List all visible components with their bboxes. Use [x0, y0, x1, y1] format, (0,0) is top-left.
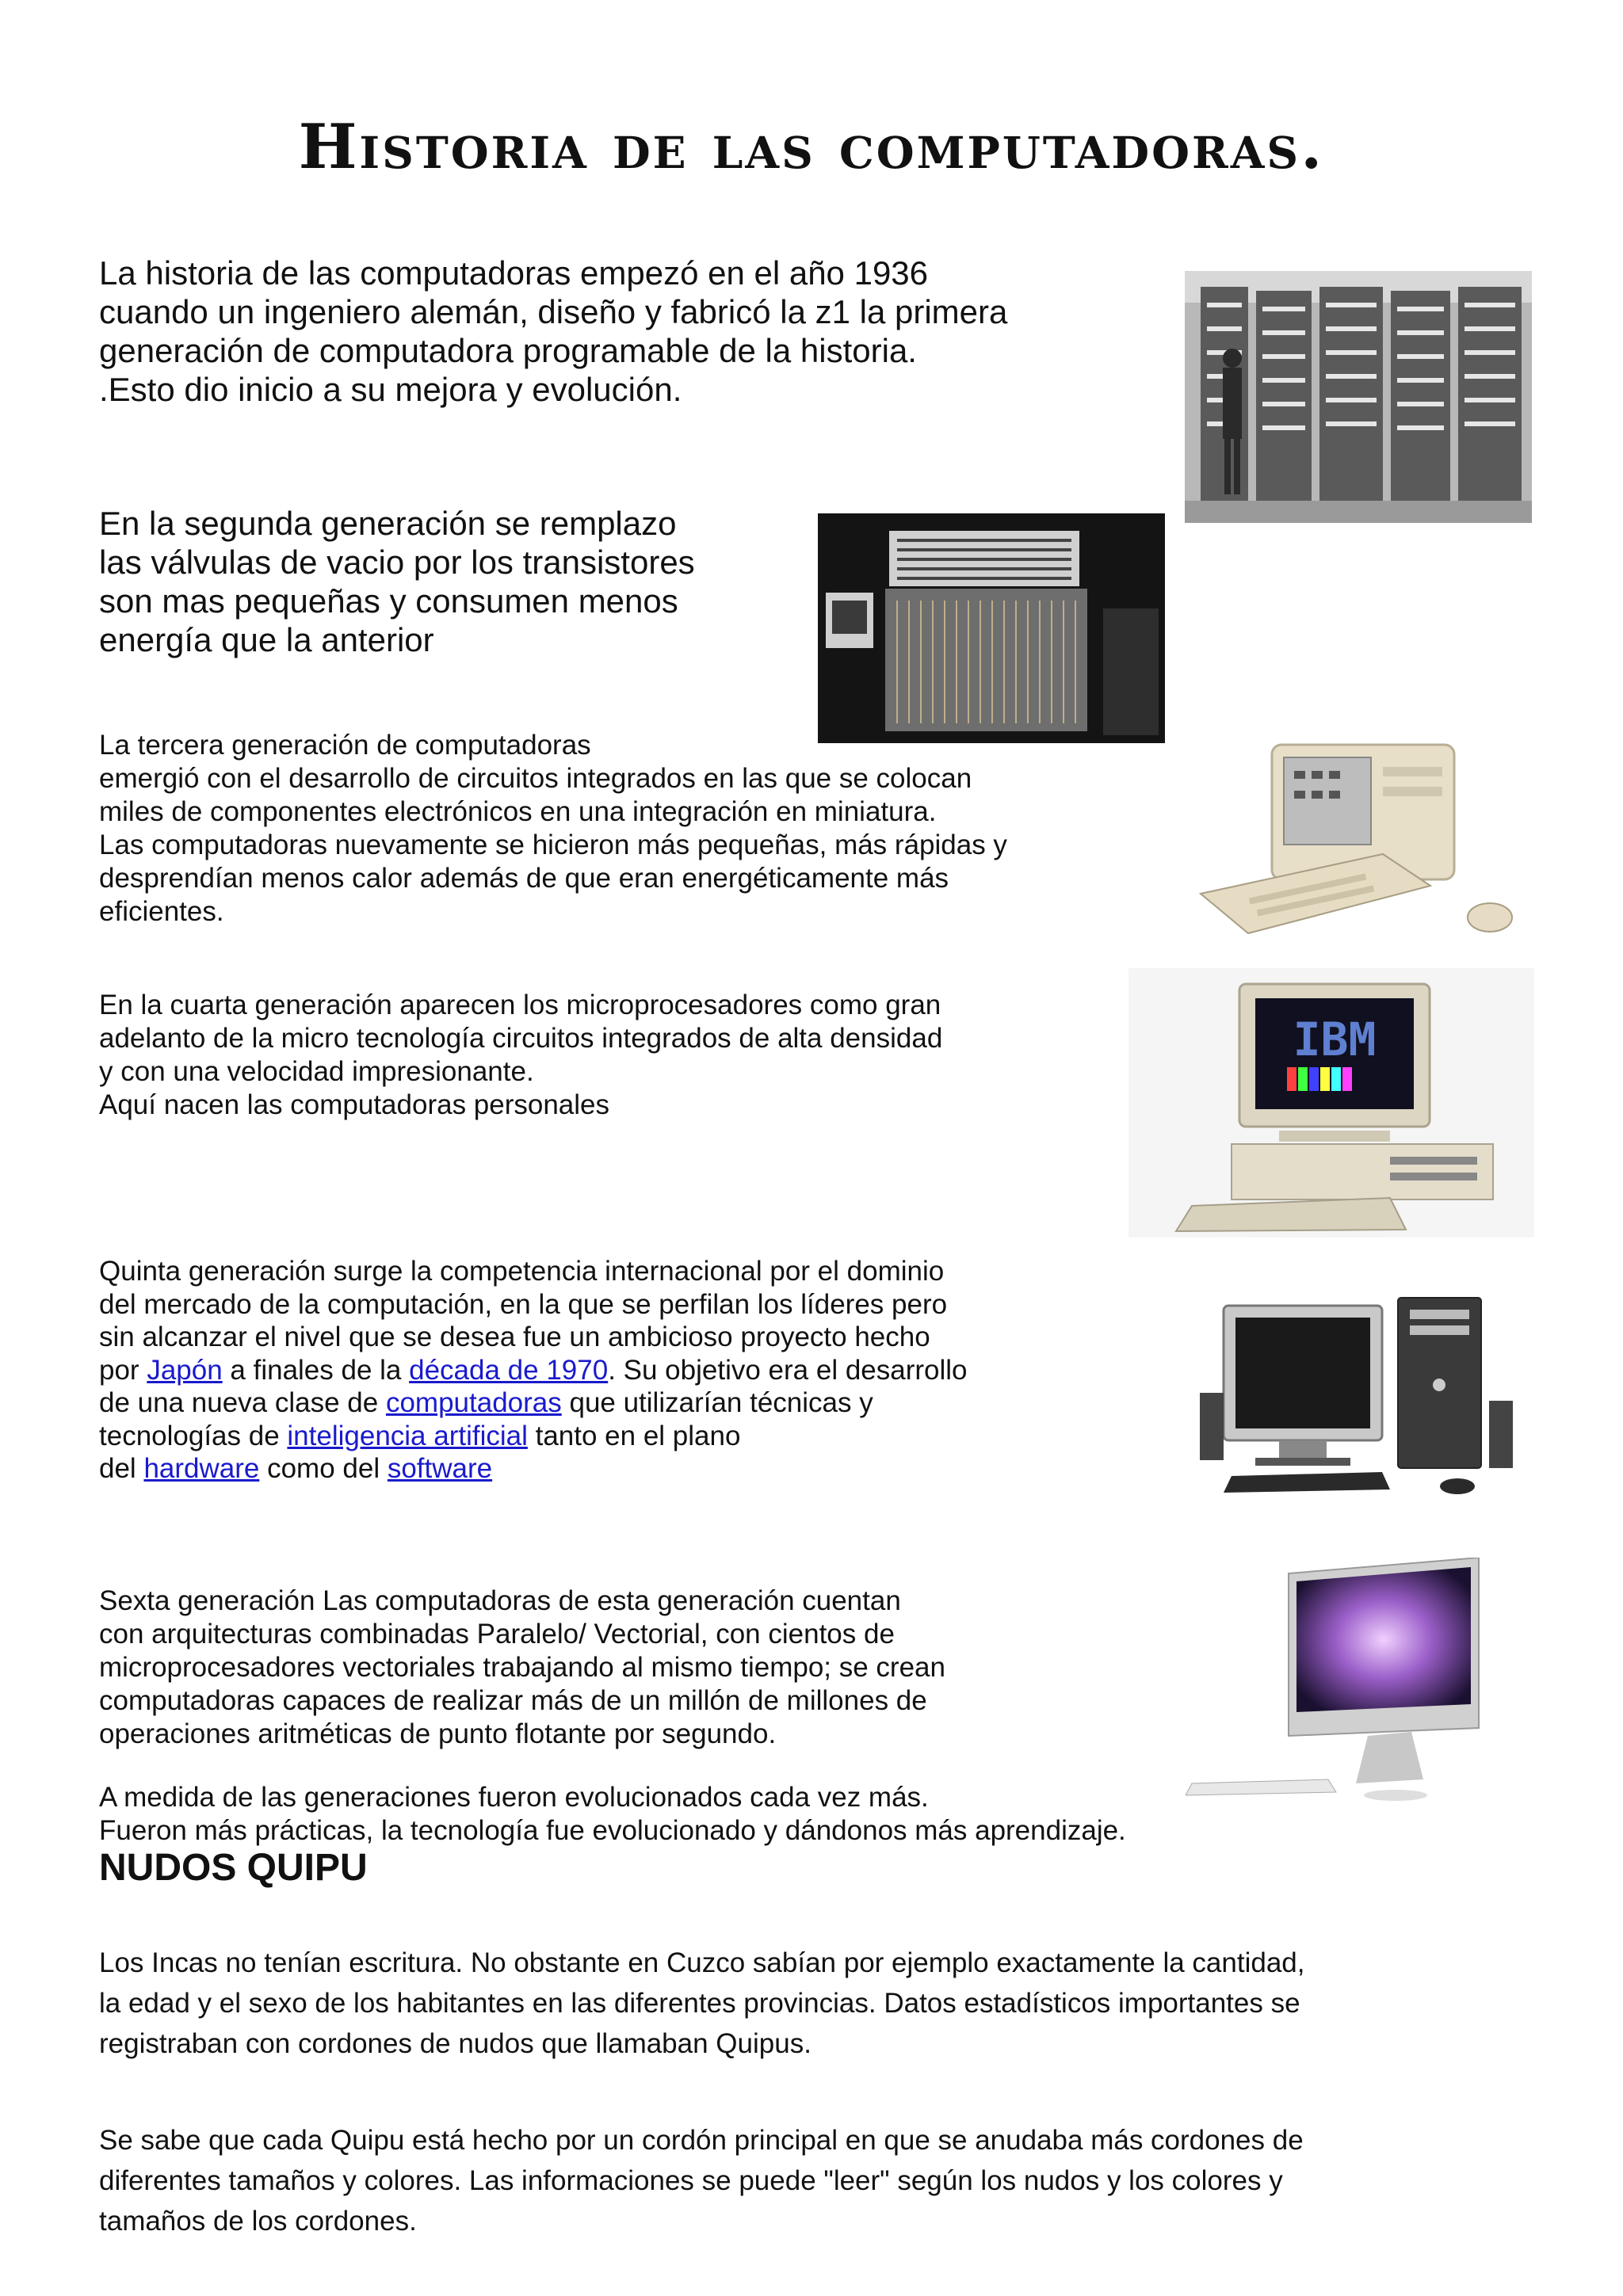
link-decada-1970[interactable]: década de 1970	[409, 1354, 609, 1386]
ibm-logo: IBM	[1293, 1013, 1377, 1066]
paragraph-fifth-generation	[99, 1255, 1161, 1486]
text-segment: . Su objetivo era el desarrollo	[608, 1354, 968, 1386]
paragraph-sixth-generation	[99, 1585, 1129, 1751]
text-segment: tecnologías de	[99, 1420, 288, 1451]
text-line: adelanto de la micro tecnología circuitos integrados de alta densidad	[99, 1023, 943, 1054]
text-line: eficientes.	[99, 896, 224, 927]
text-line: La tercera generación de computadoras	[99, 730, 591, 761]
text-line: Quinta generación surge la competencia internacional por el dominio	[99, 1256, 945, 1287]
text-line: emergió con el desarrollo de circuitos integrados en las que se colocan	[99, 763, 972, 794]
text-line: Fueron más prácticas, la tecnología fue evolucionado y dándonos más aprendizaje.	[99, 1815, 1126, 1846]
text-line: energía que la anterior	[99, 621, 434, 658]
page-title: Historia de las computadoras.	[298, 111, 1325, 183]
photo-second-generation-computer	[818, 513, 1165, 743]
text-line	[99, 1354, 1161, 1387]
text-line: computadoras capaces de realizar más de un millón de millones de	[99, 1685, 927, 1716]
text-line: microprocesadores vectoriales trabajando al mismo tiempo; se crean	[99, 1652, 945, 1683]
text-line: operaciones aritméticas de punto flotante por segundo.	[99, 1718, 777, 1749]
photo-third-generation-computer	[1185, 735, 1532, 959]
text-line: diferentes tamaños y colores. Las informaciones se puede "leer" según los nudos y los colores y	[99, 2165, 1283, 2196]
link-japon[interactable]: Japón	[147, 1354, 223, 1386]
text-segment: a finales de la	[222, 1354, 410, 1386]
text-line: miles de componentes electrónicos en una integración en miniatura.	[99, 796, 937, 827]
photo-fourth-generation-ibm-pc	[1128, 968, 1534, 1238]
text-line: Las computadoras nuevamente se hicieron más pequeñas, más rápidas y	[99, 830, 1007, 860]
text-line: la edad y el sexo de los habitantes en las diferentes provincias. Datos estadísticos importantes se	[99, 1988, 1300, 2019]
text-line: Aquí nacen las computadoras personales	[99, 1089, 610, 1120]
text-segment: de una nueva clase de	[99, 1387, 386, 1418]
text-line: del mercado de la computación, en la que se perfilan los líderes pero	[99, 1288, 948, 1320]
paragraph-quipu-intro	[99, 1943, 1549, 2064]
photo-first-generation-computer	[1185, 271, 1532, 523]
text-line	[99, 1420, 1161, 1453]
text-line	[99, 1386, 1161, 1420]
link-hardware[interactable]: hardware	[143, 1453, 260, 1484]
paragraph-third-generation	[99, 729, 1161, 929]
text-line: Sexta generación Las computadoras de esta generación cuentan	[99, 1585, 901, 1616]
text-line: generación de computadora programable de la historia.	[99, 332, 917, 369]
text-segment: tanto en el plano	[527, 1420, 741, 1451]
text-line: Se sabe que cada Quipu está hecho por un cordón principal en que se anudaba más cordones de	[99, 2125, 1304, 2156]
link-software[interactable]: software	[387, 1453, 493, 1484]
text-line: son mas pequeñas y consumen menos	[99, 582, 678, 620]
text-line: Los Incas no tenían escritura. No obstante en Cuzco sabían por ejemplo exactamente la cantidad,	[99, 1947, 1305, 1978]
text-segment: como del	[259, 1453, 388, 1484]
text-line: cuando un ingeniero alemán, diseño y fabricó la z1 la primera	[99, 293, 1008, 330]
photo-fifth-generation-computer	[1184, 1282, 1531, 1502]
paragraph-first-generation	[99, 254, 1161, 409]
text-line: las válvulas de vacio por los transistores	[99, 543, 695, 581]
text-line: tamaños de los cordones.	[99, 2206, 417, 2237]
text-line: registraban con cordones de nudos que llamaban Quipus.	[99, 2028, 812, 2059]
text-line	[99, 1452, 1161, 1486]
link-computadoras[interactable]: computadoras	[385, 1387, 562, 1418]
text-segment: por	[99, 1354, 147, 1386]
text-segment: que utilizarían técnicas y	[561, 1387, 873, 1418]
link-inteligencia-artificial[interactable]: inteligencia artificial	[287, 1420, 528, 1451]
text-segment: del	[99, 1453, 144, 1484]
text-line: A medida de las generaciones fueron evolucionados cada vez más.	[99, 1782, 929, 1813]
text-line: sin alcanzar el nivel que se desea fue un ambicioso proyecto hecho	[99, 1322, 930, 1352]
text-line: y con una velocidad impresionante.	[99, 1056, 534, 1087]
photo-sixth-generation-imac	[1186, 1558, 1493, 1811]
text-line: .Esto dio inicio a su mejora y evolución.	[99, 371, 682, 408]
text-line: desprendían menos calor además de que eran energéticamente más	[99, 863, 949, 894]
paragraph-second-generation	[99, 504, 812, 659]
text-line: En la segunda generación se remplazo	[99, 505, 677, 542]
text-line: En la cuarta generación aparecen los microprocesadores como gran	[99, 990, 941, 1020]
heading-nudos-quipu: NUDOS QUIPU	[99, 1847, 368, 1889]
text-line: La historia de las computadoras empezó en el año 1936	[99, 254, 929, 292]
paragraph-quipu-detail	[99, 2120, 1549, 2241]
paragraph-fourth-generation	[99, 989, 1082, 1122]
text-line: con arquitecturas combinadas Paralelo/ Vectorial, con cientos de	[99, 1619, 895, 1650]
paragraph-summary	[99, 1781, 1367, 1848]
